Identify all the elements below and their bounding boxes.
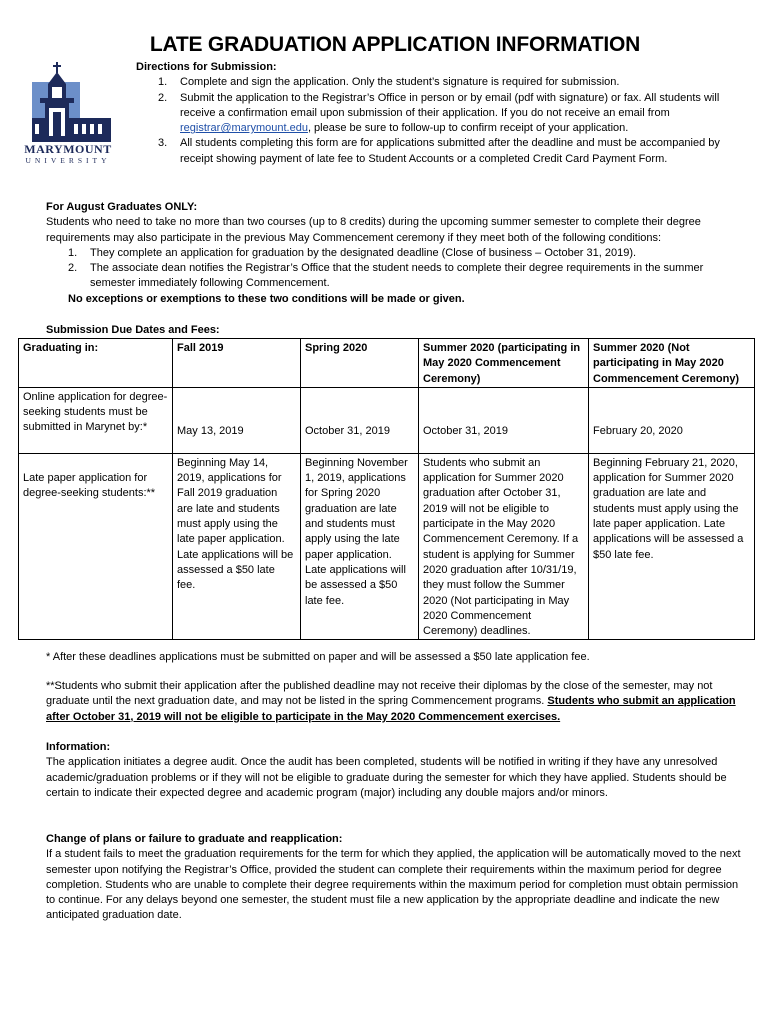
directions-list <box>136 75 746 167</box>
august-intro: Students who need to take no more than two courses (up to 8 credits) during the upcoming summer semester to complete their degree requirements may also participate in the previous May Commencement ceremony if they meet both of the following conditions: <box>46 216 701 244</box>
list-number: 1. <box>68 246 78 259</box>
table-cell <box>19 453 173 640</box>
information-text: The application initiates a degree audit. Once the audit has been completed, students will be notified in writing if they have any unresolved academic/graduation problems or if they will not be eligible to graduate during the semester for which they have applied. Students should be certain to indicate their expected degree and academic program (major) including any double majors and/or minors. <box>46 756 727 799</box>
late-note-emphasis: Students who submit an application after October 31, 2019 will not be eligible to participate in the May 2020 Commencement exercises. <box>46 695 736 723</box>
table-cell: May 13, 2019 <box>173 387 301 453</box>
list-text: They complete an application for graduation by the designated deadline (Close of business – October 31, 2019). <box>90 246 637 259</box>
conditions-note: No exceptions or exemptions to these two conditions will be made or given. <box>68 292 465 305</box>
list-text: , please be sure to follow-up to confirm receipt of your application. <box>307 122 629 135</box>
table-cell: Beginning November 1, 2019, applications for Spring 2020 graduation are late and students must apply using the late paper application. Late applications will be assessed a $50 late fee. <box>301 453 419 640</box>
late-submission-note <box>46 679 746 725</box>
table-cell-text: Late paper application for degree-seeking students:** <box>23 471 156 500</box>
list-text: Submit the application to the Registrar’s Office in person or by email (pdf with signature) or fax. All students will receive a confirmation email upon submission of their application. If you do not receive an email from <box>180 91 720 119</box>
registrar-email-link[interactable]: registrar@marymount.edu <box>180 122 308 135</box>
list-number: 3. <box>158 137 168 150</box>
table-row <box>19 453 755 640</box>
list-number: 2. <box>158 91 168 104</box>
late-note-text: **Students who submit their application after the published deadline may not receive their diplomas by the close of the semester, may not graduate until the next graduation date, and may not be listed in the spring Commencement programs. <box>46 680 713 708</box>
change-of-plans-section <box>46 832 746 924</box>
list-text: The associate dean notifies the Registrar’s Office that the student needs to complete their degree requirements in the summer semester immediately following Commencement. <box>90 262 704 290</box>
list-item <box>136 136 746 167</box>
list-number: 1. <box>158 76 168 89</box>
table-cell: February 20, 2020 <box>589 387 755 453</box>
fees-footnote: * After these deadlines applications must be submitted on paper and will be assessed a $50 late application fee. <box>46 651 590 663</box>
page-title: LATE GRADUATION APPLICATION INFORMATION <box>149 33 641 56</box>
fees-heading: Submission Due Dates and Fees: <box>46 324 220 336</box>
list-item <box>136 75 746 90</box>
list-item <box>46 246 746 261</box>
change-heading: Change of plans or failure to graduate and reapplication: <box>46 833 343 845</box>
directions-section <box>136 60 746 167</box>
change-text: If a student fails to meet the graduation requirements for the term for which they applied, the application will be automatically moved to the next semester upon notifying the Registrar’s Office, provided the student can complete their requirements within the maximum period for degree completion. Students who are unable to complete their degree requirements within the maximum period for completion must obtain permission to continue. For any delays beyond one semester, the student must file a new application by the appropriate deadline and indicate the new anticipated graduation date. <box>46 848 741 922</box>
table-cell: Beginning February 21, 2020, application for Summer 2020 graduation are late and students must apply using the late paper application. Late applications will be assessed a $50 late fee. <box>589 453 755 640</box>
table-cell: October 31, 2019 <box>419 387 589 453</box>
list-item <box>136 91 746 137</box>
directions-heading: Directions for Submission: <box>136 61 277 73</box>
list-item <box>46 261 746 292</box>
table-header-cell: Summer 2020 (Not participating in May 2020 Commencement Ceremony) <box>589 339 755 388</box>
logo-wordmark: MARYMOUNT <box>24 142 112 156</box>
table-cell: October 31, 2019 <box>301 387 419 453</box>
information-section <box>46 740 746 801</box>
conditions-list <box>46 246 746 292</box>
table-header-cell: Fall 2019 <box>173 339 301 388</box>
table-header-row <box>19 339 755 388</box>
information-heading: Information: <box>46 741 111 753</box>
table-cell: Online application for degree-seeking students must be submitted in Marynet by:* <box>19 387 173 453</box>
logo-subtext: UNIVERSITY <box>25 156 111 165</box>
table-header-cell: Spring 2020 <box>301 339 419 388</box>
august-graduates-section <box>46 200 746 307</box>
fees-table <box>18 338 755 640</box>
table-header-cell: Summer 2020 (participating in May 2020 Commencement Ceremony) <box>419 339 589 388</box>
table-cell: Beginning May 14, 2019, applications for Fall 2019 graduation are late and students must apply using the late paper application. Late applications will be assessed a $50 late fee. <box>173 453 301 640</box>
august-heading: For August Graduates ONLY: <box>46 201 198 213</box>
table-header-cell: Graduating in: <box>19 339 173 388</box>
table-cell: Students who submit an application for Summer 2020 graduation after October 31, 2019 will not be eligible to participate in the May 2020 Commencement Ceremony. If a student is applying for Summer 2020 graduation after 10/31/19, they must follow the Summer 2020 (Not participating in May 2020 Commencement Ceremony) deadlines. <box>419 453 589 640</box>
list-text: Complete and sign the application. Only the student’s signature is required for submission. <box>180 76 620 89</box>
list-number: 2. <box>68 262 78 275</box>
list-text: All students completing this form are for applications submitted after the deadline and must be accompanied by receipt showing payment of late fee to Student Accounts or a completed Credit Card Payment Form. <box>180 137 720 165</box>
table-row <box>19 387 755 453</box>
